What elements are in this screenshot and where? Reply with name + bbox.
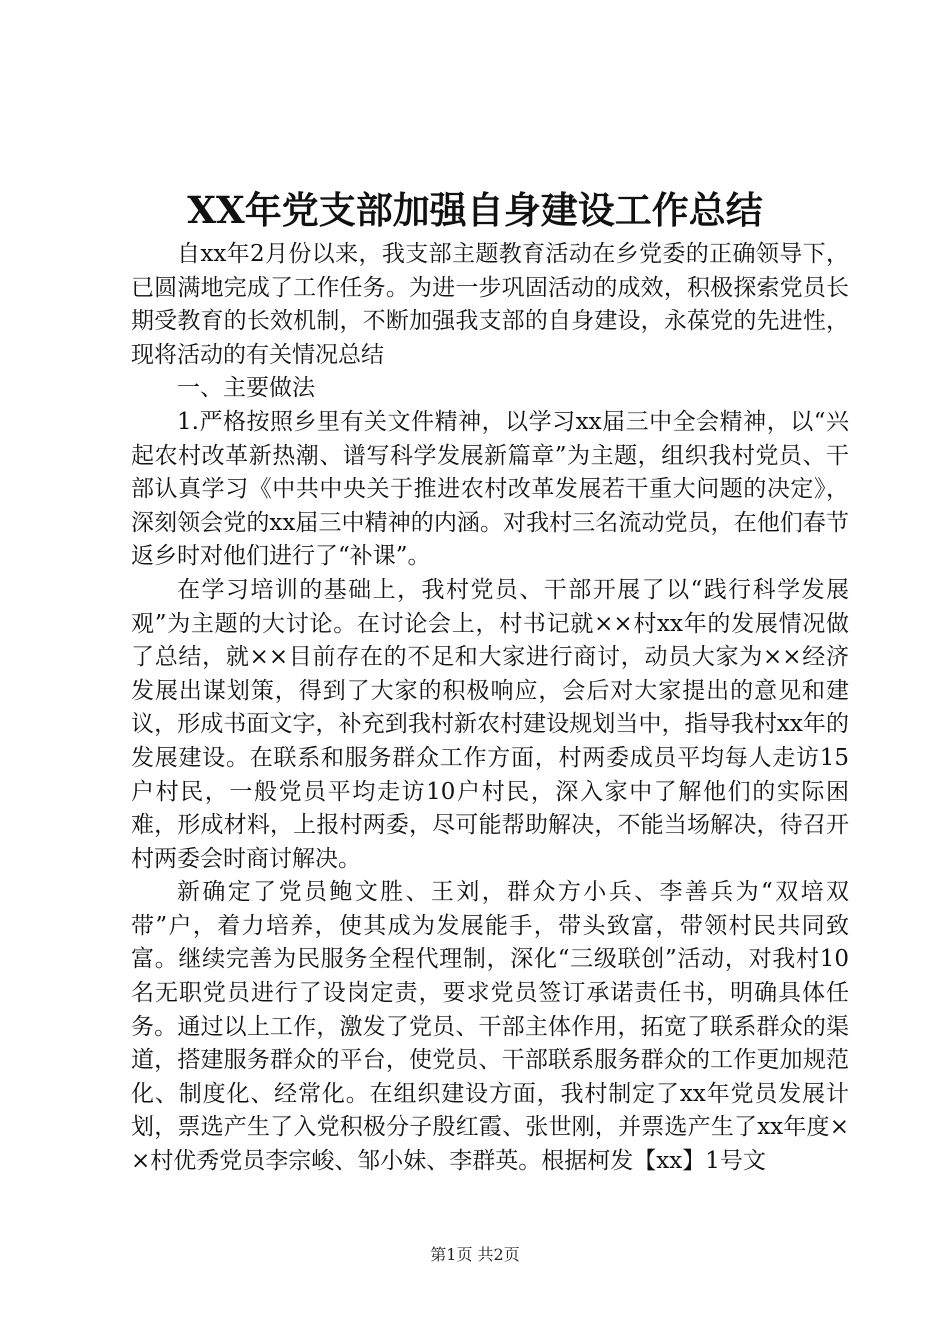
paragraph-study: 1.严格按照乡里有关文件精神，以学习xx届三中全会精神，以“兴起农村改革新热潮、谱写科学发展新篇章”为主题，组织我村党员、干部认真学习《中共中央关于推进农村改革发展若干重大问题的决定》，深刻领会党的xx届三中精神的内涵。对我村三名流动党员，在他们春节返乡时对他们进行了“补课”。 xyxy=(131,408,849,570)
paragraph-organization: 新确定了党员鲍文胜、王刘，群众方小兵、李善兵为“双培双带”户，着力培养，使其成为发展能手，带头致富，带领村民共同致富。继续完善为民服务全程代理制，深化“三级联创”活动，对我村10名无职党员进行了设岗定责，要求党员签订承诺责任书，明确具体任务。通过以上工作，激发了党员、干部主体作用，拓宽了联系群众的渠道，搭建服务群众的平台，使党员、干部联系服务群众的工作更加规范化、制度化、经常化。在组织建设方面，我村制定了xx年党员发展计划，票选产生了入党积极分子殷红霞、张世刚，并票选产生了xx年度××村优秀党员李宗峻、邹小妹、李群英。根据柯发【xx】1号文 xyxy=(131,879,849,1175)
page-number-footer: 第1页 共2页 xyxy=(430,1245,520,1264)
paragraph-intro: 自xx年2月份以来，我支部主题教育活动在乡党委的正确领导下，已圆满地完成了工作任务。为进一步巩固活动的成效，积极探索党员长期受教育的长效机制，不断加强我支部的自身建设，永葆党的先进性，现将活动的有关情况总结 xyxy=(131,241,849,368)
document-title: XX年党支部加强自身建设工作总结 xyxy=(187,188,763,232)
section-heading: 一、主要做法 xyxy=(177,375,315,402)
document-body xyxy=(131,238,849,1179)
paragraph-discussion: 在学习培训的基础上，我村党员、干部开展了以“践行科学发展观”为主题的大讨论。在讨论会上，村书记就××村xx年的发展情况做了总结，就××目前存在的不足和大家进行商讨，动员大家为××经济发展出谋划策，得到了大家的积极响应，会后对大家提出的意见和建议，形成书面文字，补充到我村新农村建设规划当中，指导我村xx年的发展建设。在联系和服务群众工作方面，村两委成员平均每人走访15户村民，一般党员平均走访10户村民，深入家中了解他们的实际困难，形成材料，上报村两委，尽可能帮助解决，不能当场解决，待召开村两委会时商讨解决。 xyxy=(131,576,849,872)
